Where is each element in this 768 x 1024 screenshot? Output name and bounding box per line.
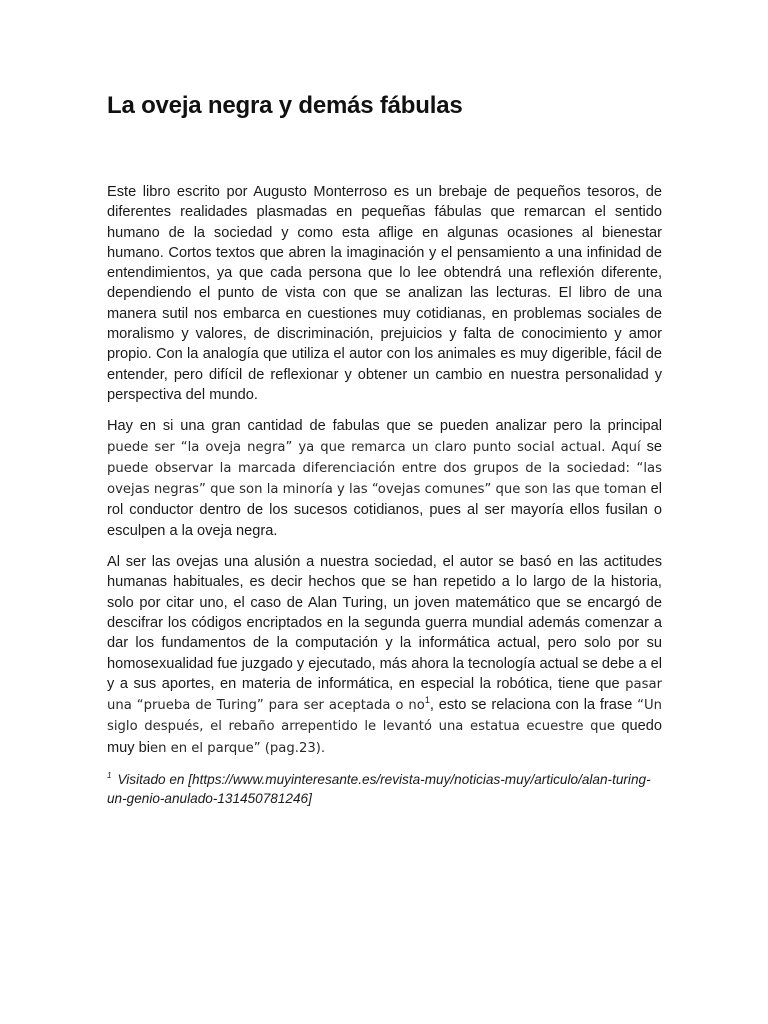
paragraph-2-text-e: el rol conductor dentro de los sucesos cotidianos, pues al ser mayoría ellos fusilan o esculpen a la oveja negra.: [107, 481, 662, 539]
paragraph-2-text-c: se: [640, 438, 663, 455]
document-body: [107, 182, 662, 808]
paragraph-3-text-c: , esto se relaciona con la frase: [429, 697, 638, 714]
paragraph-2-text-a: Hay en si una gran cantidad de fabulas que se pueden analizar pero la principal: [107, 418, 662, 435]
paragraph-3-text-d: “Un siglo después, el rebaño arrepentido le levantó una estatua ecuestre que: [107, 698, 662, 735]
paragraph-3-text-e: quedo muy bi: [107, 718, 663, 756]
paragraph-2: [107, 416, 662, 541]
paragraph-3-text-f: en en el parque” (pag.23).: [149, 740, 326, 756]
paragraph-2-text-d: puede observar la marcada diferenciación entre dos grupos de la sociedad: “las ovejas negras” que son la minoría y las “ovejas comunes” que son las que toman: [107, 460, 662, 498]
paragraph-1: Este libro escrito por Augusto Monterroso es un brebaje de pequeños tesoros, de diferentes realidades plasmadas en pequeñas fábulas que remarcan el sentido humano de la sociedad y como esta aflige en algunas ocasiones al bienestar humano. Cortos textos que abren la imaginación y el pensamiento a una infinidad de entendimientos, ya que cada persona que lo lee obtendrá una reflexión diferente, dependiendo el punto de vista con que se analizan las lecturas. El libro de una manera sutil nos embarca en cuestiones muy cotidianas, en problemas sociales de moralismo y valores, de discriminación, prejuicios y falta de conocimiento y amor propio. Con la analogía que utiliza el autor con los animales es muy digerible, fácil de entender, pero difícil de reflexionar y obtener un cambio en nuestra personalidad y perspectiva del mundo.: [107, 184, 662, 403]
document-page: [107, 90, 662, 808]
footnote-text: Visitado en [https://www.muyinteresante.es/revista-muy/noticias-muy/articulo/alan-turing-un-genio-anulado-131450781246]: [107, 772, 651, 807]
paragraph-3: [107, 552, 662, 759]
paragraph-3-text-a: Al ser las ovejas una alusión a nuestra sociedad, el autor se basó en las actitudes humanas habituales, es decir hechos que se han repetido a lo largo de la historia, solo por citar uno, el caso de Alan Turing, un joven matemático que se encargó de descifrar los códigos encriptados en la segunda guerra mundial además comenzar a dar los fundamentos de la computación y la informática actual, pero solo por su homosexualidad fue juzgado y ejecutado, más ahora la tecnología actual se debe a el y a sus aportes, en materia de informática, en especial la robótica, tiene que: [107, 554, 662, 692]
footnote-marker: 1: [107, 771, 112, 781]
footnote-reference[interactable]: 1: [424, 695, 430, 706]
paragraph-2-text-b: puede ser “la oveja negra” ya que remarca un claro punto social actual. Aquí: [107, 439, 641, 455]
paragraph-3-text-b: pasar una “prueba de Turing” para ser aceptada o no: [107, 676, 662, 714]
footnote: [107, 770, 662, 808]
document-title: La oveja negra y demás fábulas: [107, 92, 463, 119]
